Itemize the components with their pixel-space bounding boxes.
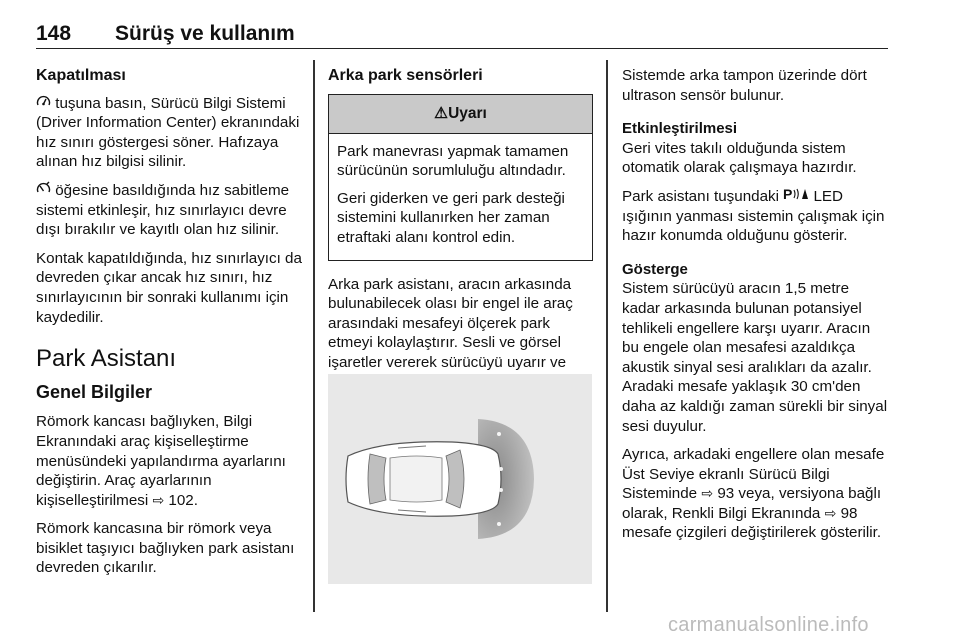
genel-bilgiler-heading: Genel Bilgiler bbox=[36, 381, 153, 402]
warning-title: Uyarı bbox=[448, 104, 487, 122]
cruise-control-icon bbox=[36, 181, 51, 195]
page-reference-icon: ⇨ bbox=[824, 504, 837, 521]
warning-paragraph: Geri giderken ve geri park desteği sistemini kullanırken her zaman etraftaki alanı kontrol edin. bbox=[337, 189, 565, 246]
column-1 bbox=[36, 66, 302, 587]
paragraph: öğesine basıldığında hız sabitleme sistemi etkinleşir, hız sınırlayıcı devre dışı bırakılır ve kayıtlı olan hız silinir. bbox=[36, 181, 290, 239]
paragraph: Römork kancasına bir römork veya bisiklet taşıyıcı bağlıyken park asistanı devreden çıkarılır. bbox=[36, 520, 295, 577]
column-3 bbox=[622, 66, 888, 552]
park-asistani-heading: Park Asistanı bbox=[36, 345, 177, 373]
column-divider-1 bbox=[313, 60, 315, 612]
kapatilmasi-heading: Kapatılması bbox=[36, 67, 126, 84]
paragraph: Ayrıca, arkadaki engellere olan mesafe Üst Seviye ekranlı Sürücü Bilgi Sisteminde ⇨ 93 veya, versiyona bağlı olarak, Renkli Bilgi Ekranında ⇨ 98 mesafe çizgileri değiştirilerek gösterilir. bbox=[622, 446, 885, 542]
paragraph: Sistemde arka tampon üzerinde dört ultrason sensör bulunur. bbox=[622, 67, 867, 104]
car-top-view bbox=[346, 442, 501, 516]
arka-park-heading: Arka park sensörleri bbox=[328, 67, 483, 84]
etkinlestirilmesi-heading: Etkinleştirilmesi bbox=[622, 120, 738, 138]
paragraph: Sistem sürücüyü aracın 1,5 metre kadar arkasında bulunan potansiyel tehlikeli engellere karşı uyarır. Aracın bu engele olan mesafesi azaldıkça akustik sinyal sesi aralıkları da azalır. Aradaki mesafe yaklaşık 30 cm'den daha az kaldığı zaman sürekli bir sinyal sesi duyulur. bbox=[622, 280, 888, 435]
paragraph: Römork kancası bağlıyken, Bilgi Ekranındaki araç kişiselleştirme menüsündeki yapılandırma ayarlarını değiştirin. Araç ayarlarının kişiselleştirilmesi ⇨ 102. bbox=[36, 413, 286, 509]
page-reference-icon: ⇨ bbox=[152, 491, 165, 508]
warning-box bbox=[328, 94, 593, 261]
warning-header bbox=[329, 95, 592, 134]
paragraph: Arka park asistanı, aracın arkasında bulunabilecek olası bir engel ile araç arasındaki mesafeyi ölçerek park etmeyi kolaylaştırır. Sesli ve görsel işaretler vererek sürücüyü uyarır ve bbox=[328, 275, 573, 371]
warning-paragraph: Park manevrası yapmak tamamen sürücünün sorumluluğu altındadır. bbox=[337, 142, 569, 180]
column-2 bbox=[328, 66, 593, 401]
paragraph: Geri vites takılı olduğunda sistem otomatik olarak çalışmaya hazırdır. bbox=[622, 139, 857, 177]
page-reference-icon: ⇨ bbox=[701, 485, 714, 502]
speed-limiter-icon bbox=[36, 94, 51, 108]
column-divider-2 bbox=[606, 60, 608, 612]
park-assist-icon bbox=[783, 187, 809, 201]
svg-text:P: P bbox=[783, 186, 793, 201]
gosterge-heading: Gösterge bbox=[622, 260, 688, 278]
paragraph: Park asistanı tuşundaki P LED ışığının yanması sistemin çalışmak için hazır konumda olduğunu gösterir. bbox=[622, 186, 885, 245]
page-header bbox=[36, 22, 888, 49]
page-number: 148 bbox=[36, 22, 72, 45]
car-sensor-diagram bbox=[328, 374, 592, 584]
watermark: carmanualsonline.info bbox=[668, 614, 869, 636]
warning-triangle-icon: ⚠ bbox=[434, 104, 449, 122]
paragraph: tuşuna basın, Sürücü Bilgi Sistemi (Driver Information Center) ekranındaki hız sınırı göstergesi söner. Hafızaya alınan hız bilgisi silinir. bbox=[36, 94, 300, 171]
warning-body bbox=[329, 134, 592, 260]
parking-sensor-illustration bbox=[328, 374, 592, 584]
paragraph: Kontak kapatıldığında, hız sınırlayıcı da devreden çıkar ancak hız sınırı, hız sınırlayıcının bir sonraki kullanımı için kaydedilir. bbox=[36, 249, 302, 326]
page-title: Sürüş ve kullanım bbox=[115, 22, 295, 45]
